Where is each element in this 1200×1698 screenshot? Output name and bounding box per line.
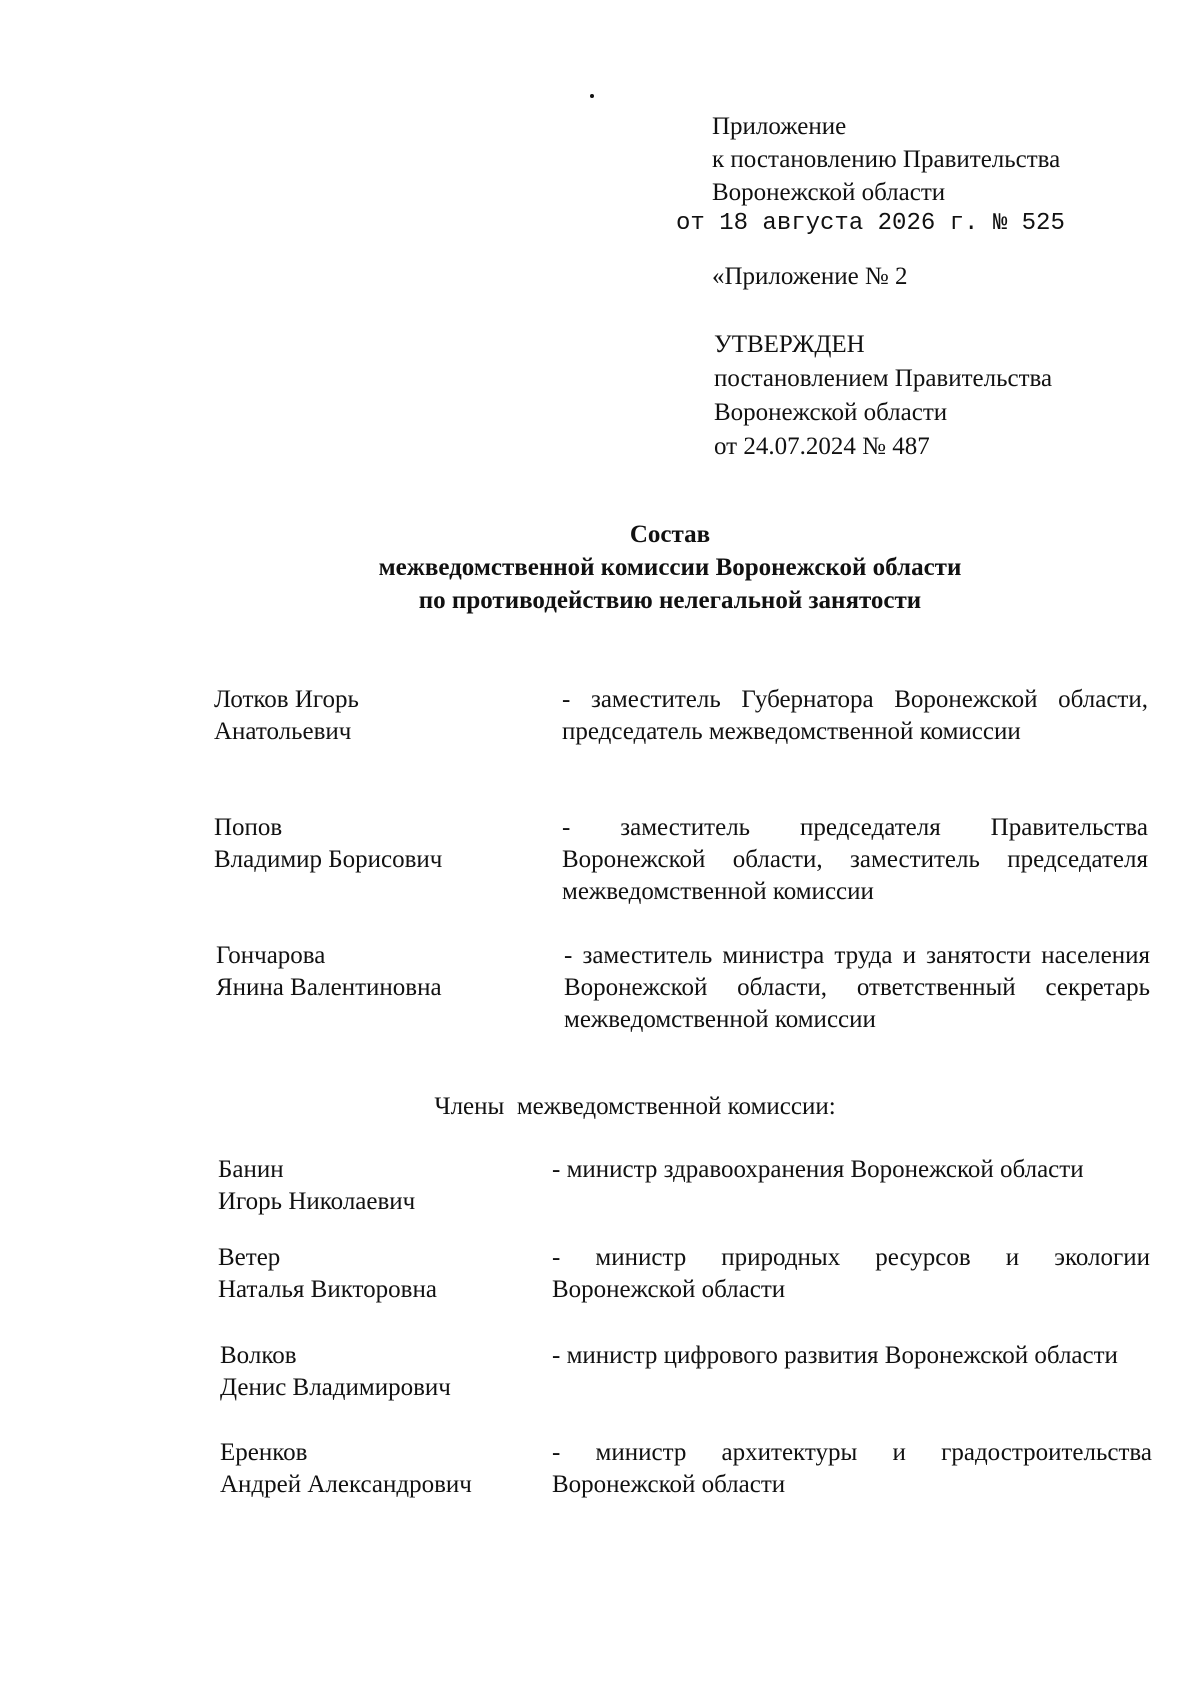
title-line: Состав xyxy=(629,521,711,548)
member-name: Ветер Наталья Викторовна xyxy=(218,1244,437,1303)
member-name: Волков Денис Владимирович xyxy=(220,1342,451,1401)
header-line: Приложение xyxy=(712,113,847,140)
member-name: Еренков Андрей Александрович xyxy=(220,1439,472,1498)
members-heading: Члены межведомственной комиссии: xyxy=(434,1093,836,1120)
member-name: Гончарова Янина Валентиновна xyxy=(216,942,442,1001)
member-role: - министр здравоохранения Воронежской области xyxy=(552,1156,1084,1183)
member-role: - заместитель председателя Правительства Воронежской области, заместитель председателя межведомственной комиссии xyxy=(562,814,1148,905)
member-role: - заместитель министра труда и занятости населения Воронежской области, ответственный секретарь межведомственной комиссии xyxy=(564,942,1150,1033)
member-name: Попов Владимир Борисович xyxy=(214,814,443,873)
approval-block xyxy=(714,328,1052,464)
appendix-header xyxy=(712,110,1060,209)
member-name: Банин Игорь Николаевич xyxy=(218,1156,416,1215)
approval-line: Воронежской области xyxy=(714,399,948,426)
stray-dot xyxy=(590,94,594,98)
approval-line: постановлением Правительства xyxy=(714,365,1053,392)
approval-line: УТВЕРЖДЕН xyxy=(714,331,865,358)
title-line: межведомственной комиссии Воронежской области xyxy=(378,554,962,581)
member-role: - заместитель Губернатора Воронежской области, председатель межведомственной комиссии xyxy=(562,686,1148,745)
header-line: к постановлению Правительства xyxy=(712,146,1061,173)
header-line: Воронежской области xyxy=(712,179,946,206)
resolution-date-number: от 18 августа 2026 г. № 525 xyxy=(676,210,1065,237)
approval-line: от 24.07.2024 № 487 xyxy=(714,433,930,460)
document-title xyxy=(0,518,1200,617)
member-name: Лотков Игорь Анатольевич xyxy=(214,686,359,745)
title-line: по противодействию нелегальной занятости xyxy=(418,587,922,614)
member-role: - министр архитектуры и градостроительства Воронежской области xyxy=(552,1439,1152,1498)
member-role: - министр природных ресурсов и экологии Воронежской области xyxy=(552,1244,1150,1303)
member-role: - министр цифрового развития Воронежской области xyxy=(552,1342,1118,1369)
appendix-reference: «Приложение № 2 xyxy=(712,263,908,290)
